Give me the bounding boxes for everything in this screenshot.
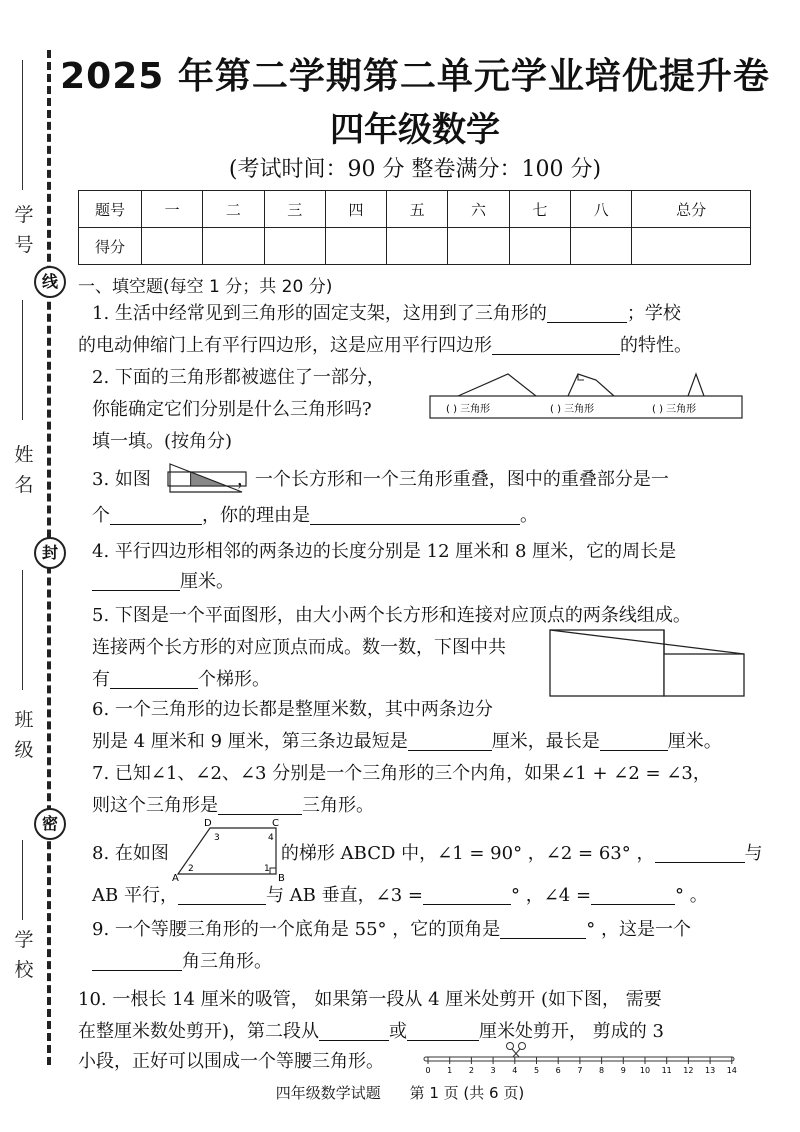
- score-table-col: 六: [448, 191, 509, 228]
- score-table-score-row: [79, 228, 751, 265]
- q1-line2: 的电动伸缩门上有平行四边形，这是应用平行四边形 的特性。: [78, 330, 692, 362]
- ruler-tick-label: 7: [577, 1066, 583, 1075]
- exam-title: 2025 年第二学期第二单元学业培优提升卷: [60, 56, 770, 97]
- q7-line2: 则这个三角形是 三角形。: [92, 790, 374, 822]
- school-field-line[interactable]: [22, 840, 23, 920]
- section-title: 一、填空题(每空 1 分；共 20 分): [78, 277, 333, 297]
- student-name-label: 姓 名: [14, 444, 34, 496]
- svg-text:C: C: [272, 818, 279, 829]
- page-footer: [0, 1082, 800, 1103]
- q2-line1: 2. 下面的三角形都被遮住了一部分，: [92, 367, 385, 388]
- q4-line1: 4. 平行四边形相邻的两条边的长度分别是 12 厘米和 8 厘米，它的周长是: [92, 541, 677, 562]
- score-table-row-head: 得分: [79, 228, 142, 265]
- seal-xian: 线: [34, 266, 66, 298]
- scissors-icon: [507, 1043, 526, 1059]
- q9-line1: 9. 一个等腰三角形的一个底角是 55° ，它的顶角是 ° ，这是一个: [92, 914, 691, 946]
- q6-line2: 别是 4 厘米和 9 厘米，第三条边最短是 厘米，最长是 厘米。: [92, 726, 722, 758]
- exam-info: (考试时间：90 分 整卷满分：100 分): [228, 157, 602, 182]
- q5-line2: 连接两个长方形的对应顶点而成。数一数，下图中共: [92, 637, 506, 658]
- ruler-tick-label: 8: [599, 1066, 605, 1075]
- ruler-tick-label: 2: [468, 1066, 474, 1075]
- q2-hidden-triangles-figure: [428, 366, 746, 422]
- q4-blank[interactable]: [92, 568, 180, 591]
- score-cell[interactable]: [387, 228, 448, 265]
- score-table-col: 八: [570, 191, 631, 228]
- q10-blank-2[interactable]: [407, 1018, 479, 1041]
- score-table-col: 总分: [632, 191, 751, 228]
- q1-line1: 1. 生活中经常见到三角形的固定支架，这用到了三角形的 ；学校: [92, 298, 681, 330]
- score-table-col: 二: [203, 191, 264, 228]
- q6-blank-1[interactable]: [408, 728, 492, 751]
- score-table-col: 三: [264, 191, 325, 228]
- ruler-tick-label: 13: [705, 1066, 716, 1075]
- class-field-line[interactable]: [22, 570, 23, 690]
- q1-blank-1[interactable]: [547, 300, 627, 323]
- seal-mi: 密: [34, 808, 66, 840]
- q9-line2: 角三角形。: [92, 946, 272, 978]
- q8-blank-1[interactable]: [655, 840, 745, 863]
- svg-text:B: B: [278, 873, 285, 882]
- score-cell[interactable]: [325, 228, 386, 265]
- q8-blank-3[interactable]: [423, 882, 511, 905]
- ruler-tick-label: 11: [661, 1066, 672, 1075]
- q10-line1: 10. 一根长 14 厘米的吸管， 如果第一段从 4 厘米处剪开 (如下图， 需要: [78, 989, 662, 1010]
- ruler-tick-label: 1: [447, 1066, 453, 1075]
- q10-blank-1[interactable]: [319, 1018, 389, 1041]
- q5-line1: 5. 下图是一个平面图形，由大小两个长方形和连接对应顶点的两条线组成。: [92, 605, 691, 626]
- q3-blank-1[interactable]: [110, 502, 202, 525]
- q10-ruler-figure: [418, 1040, 742, 1076]
- ruler-tick-label: 0: [425, 1066, 431, 1075]
- score-cell[interactable]: [203, 228, 264, 265]
- q5-line3: 有 个梯形。: [92, 664, 270, 696]
- student-id-field-line[interactable]: [22, 60, 23, 190]
- q8-blank-2[interactable]: [178, 882, 266, 905]
- ruler-tick-label: 5: [533, 1066, 540, 1075]
- q3-blank-2[interactable]: [310, 502, 520, 525]
- q2-line2: 你能确定它们分别是什么三角形吗?: [92, 399, 372, 420]
- score-cell[interactable]: [448, 228, 509, 265]
- student-id-label: 学 号: [14, 204, 34, 256]
- q3-line1: 3. 如图 ，一个长方形和一个三角形重叠，图中的重叠部分是一: [92, 469, 669, 490]
- svg-text:D: D: [204, 818, 212, 829]
- score-table: [78, 190, 751, 265]
- q8-line2: AB 平行， 与 AB 垂直，∠3 = ° ，∠4 = ° 。: [92, 880, 708, 912]
- ruler-tick-label: 4: [512, 1066, 518, 1075]
- score-cell[interactable]: [142, 228, 203, 265]
- q8-trapezoid-figure: [172, 816, 286, 882]
- class-label: 班 级: [14, 709, 34, 761]
- ruler-tick-label: 12: [683, 1066, 694, 1075]
- q7-line1: 7. 已知∠1、∠2、∠3 分别是一个三角形的三个内角，如果∠1 + ∠2 = ∠3，: [92, 763, 711, 784]
- q2-fig-label: ( ) 三角形: [652, 404, 697, 415]
- q6-blank-2[interactable]: [600, 728, 668, 751]
- q10-line2: 在整厘米数处剪开)，第二段从 或 厘米处剪开， 剪成的 3: [78, 1016, 664, 1048]
- ruler-tick-label: 6: [555, 1066, 561, 1075]
- q3-overlap-figure: [166, 458, 248, 498]
- footer-page-number: 第 1 页 (共 6 页): [409, 1084, 525, 1102]
- score-table-row-head: 题号: [79, 191, 142, 228]
- q4-line2: 厘米。: [92, 566, 234, 598]
- ruler-tick-label: 9: [620, 1066, 626, 1075]
- score-table-header-row: [79, 191, 751, 228]
- svg-text:A: A: [172, 873, 179, 882]
- score-cell[interactable]: [264, 228, 325, 265]
- svg-text:2: 2: [188, 864, 194, 874]
- footer-subject: 四年级数学试题: [275, 1084, 381, 1102]
- q5-blank[interactable]: [110, 666, 198, 689]
- score-table-col: 五: [387, 191, 448, 228]
- svg-text:4: 4: [268, 833, 274, 843]
- exam-subtitle: 四年级数学: [330, 110, 500, 150]
- q1-blank-2[interactable]: [492, 332, 620, 355]
- q2-line3: 填一填。(按角分): [92, 431, 233, 452]
- school-label: 学 校: [14, 929, 34, 981]
- svg-text:3: 3: [214, 833, 220, 843]
- q8-line1: 8. 在如图 的梯形 ABCD 中，∠1 = 90° ，∠2 = 63° ， 与: [92, 838, 763, 870]
- svg-text:1: 1: [264, 864, 270, 874]
- ruler-tick-label: 10: [639, 1066, 651, 1075]
- q10-line3: 小段，正好可以围成一个等腰三角形。: [78, 1051, 384, 1072]
- q2-fig-label: ( ) 三角形: [550, 404, 595, 415]
- q7-blank[interactable]: [218, 792, 302, 815]
- score-table-col: 四: [325, 191, 386, 228]
- q9-blank-2[interactable]: [92, 948, 182, 971]
- ruler-tick-label: 3: [490, 1066, 496, 1075]
- q9-blank-1[interactable]: [500, 916, 586, 939]
- q5-trapezoid-figure: [548, 628, 748, 698]
- q6-line1: 6. 一个三角形的边长都是整厘米数，其中两条边分: [92, 699, 493, 720]
- score-table-col: 七: [509, 191, 570, 228]
- score-table-col: 一: [142, 191, 203, 228]
- q2-fig-label: ( ) 三角形: [446, 404, 491, 415]
- seal-feng: 封: [34, 537, 66, 569]
- score-cell[interactable]: [570, 228, 631, 265]
- student-name-field-line[interactable]: [22, 300, 23, 420]
- score-cell[interactable]: [509, 228, 570, 265]
- q3-line2: 个 ，你的理由是 。: [92, 500, 538, 532]
- q8-blank-4[interactable]: [591, 882, 675, 905]
- score-cell[interactable]: [632, 228, 751, 265]
- ruler-tick-label: 14: [726, 1066, 737, 1075]
